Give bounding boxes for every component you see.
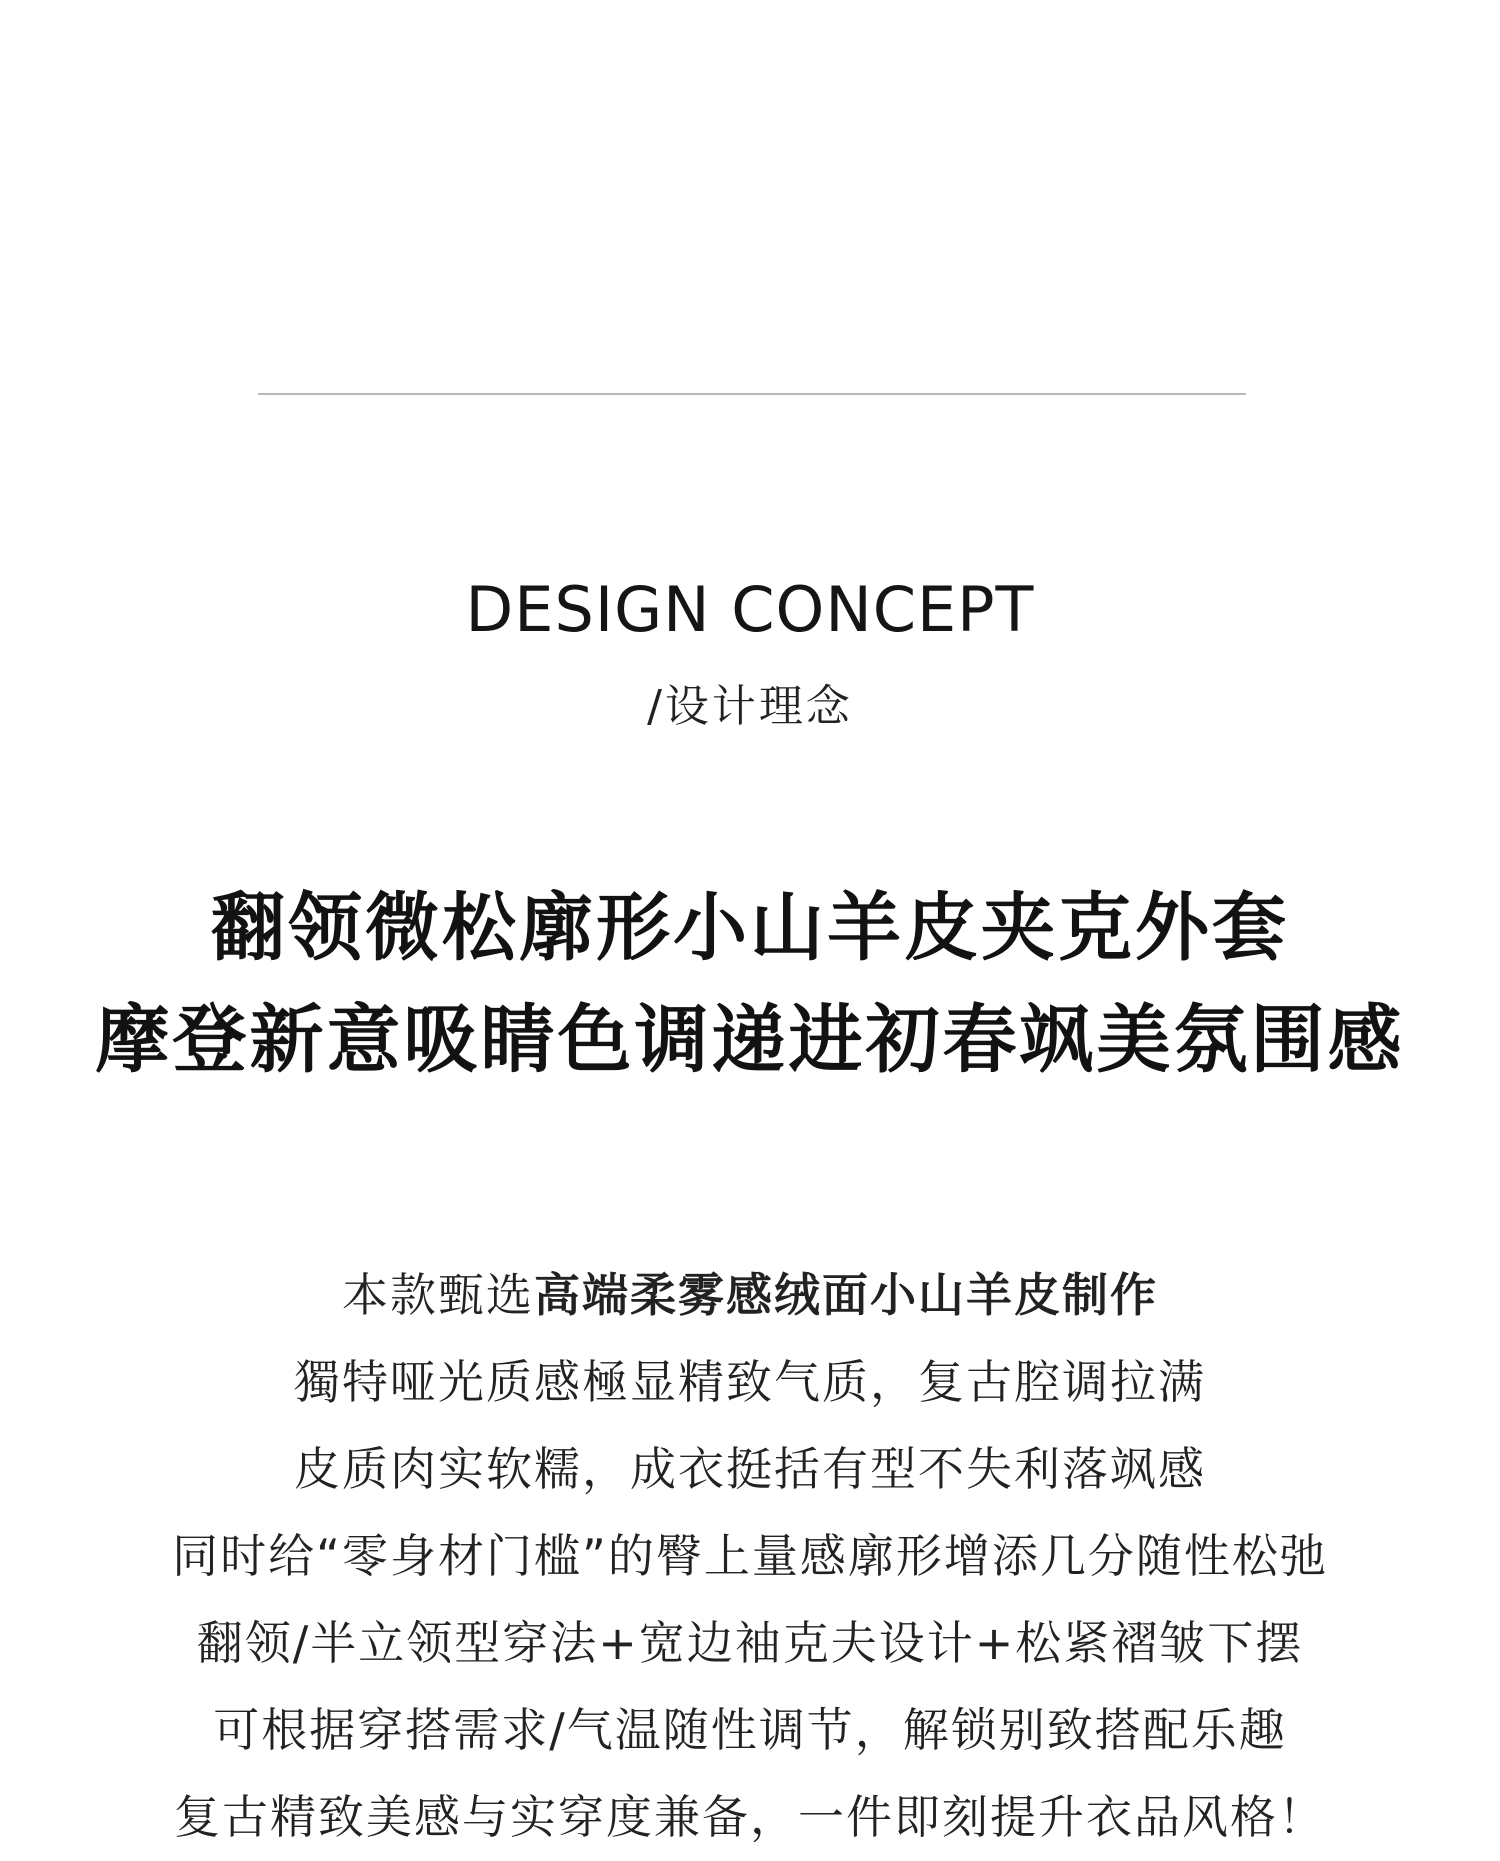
description-line-6: 可根据穿搭需求/气温随性调节，解锁别致搭配乐趣	[213, 1703, 1287, 1757]
description-paragraph	[0, 1252, 1500, 1861]
description-line-5: 翻领/半立领型穿法+宽边袖克夫设计+松紧褶皱下摆	[196, 1616, 1304, 1670]
description-line-1-highlight: 高端柔雾感绒面小山羊皮制作	[534, 1268, 1158, 1322]
top-divider-line	[258, 393, 1246, 395]
description-line-7: 复古精致美感与实穿度兼备，一件即刻提升衣品风格！	[174, 1790, 1326, 1844]
product-headline	[0, 872, 1500, 1096]
headline-line-2: 摩登新意吸睛色调递进初春飒美氛围感	[95, 997, 1405, 1083]
description-line-1-intro: 本款甄选	[342, 1268, 534, 1322]
section-subtitle: /设计理念	[647, 681, 853, 732]
headline-line-1: 翻领微松廓形小山羊皮夹克外套	[211, 885, 1289, 971]
description-line-2: 獨特哑光质感極显精致气质，复古腔调拉满	[294, 1355, 1206, 1409]
section-title: DESIGN CONCEPT	[465, 573, 1035, 646]
description-line-3: 皮质肉实软糯，成衣挺括有型不失利落飒感	[294, 1442, 1206, 1496]
description-line-4: 同时给“零身材门槛”的臀上量感廓形增添几分随性松弛	[172, 1529, 1328, 1583]
description-line-1	[0, 1252, 1500, 1339]
